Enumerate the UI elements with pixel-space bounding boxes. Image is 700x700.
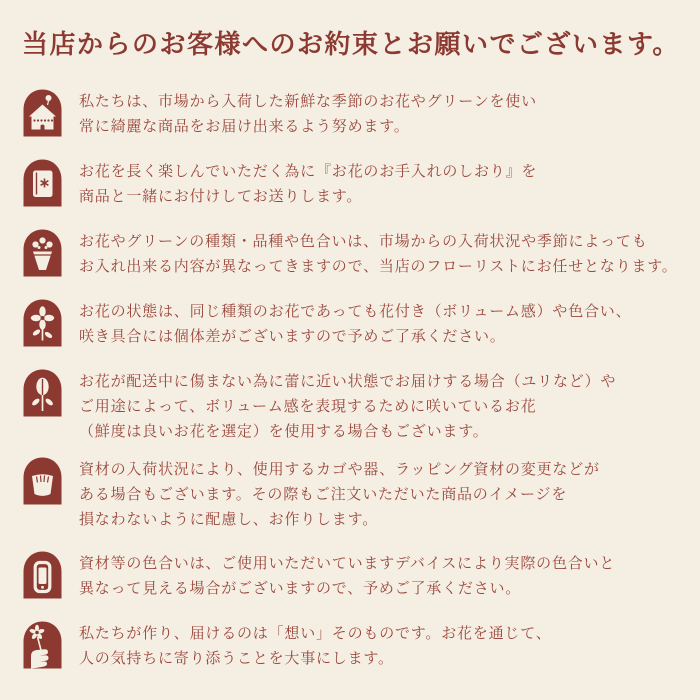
promise-line: （鮮度は良いお花を選定）を使用する場合もございます。 bbox=[79, 422, 489, 440]
promise-text bbox=[79, 457, 600, 532]
promise-line: 商品と一緒にお付けしてお送りします。 bbox=[79, 187, 363, 205]
basket-icon bbox=[22, 457, 63, 505]
promise-line: お花が配送中に傷まない為に蕾に近い状態でお届けする場合（ユリなど）や bbox=[79, 372, 617, 390]
promise-text bbox=[79, 369, 616, 444]
promise-text bbox=[79, 299, 631, 349]
promise-item-device-color bbox=[22, 551, 686, 601]
promise-item-material-change bbox=[22, 457, 686, 532]
promise-line: 損なわないように配慮し、お作りします。 bbox=[79, 510, 379, 528]
promise-line: ある場合もございます。その際もご注文いただいた商品のイメージを bbox=[79, 485, 568, 503]
promise-line: 咲き具合には個体差がございますので予めご了承ください。 bbox=[79, 327, 506, 345]
promise-line: お入れ出来る内容が異なってきますので、当店のフローリストにお任せとなります。 bbox=[79, 257, 678, 275]
promise-line: 資材等の色合いは、ご使用いただいていますデバイスにより実際の色合いと bbox=[79, 554, 616, 572]
promise-item-care-booklet bbox=[22, 159, 686, 209]
promise-item-our-feelings bbox=[22, 621, 686, 671]
promise-item-florist-choice bbox=[22, 229, 686, 279]
shop-house-icon bbox=[22, 89, 63, 137]
promise-text bbox=[79, 229, 678, 279]
flower-bud-icon bbox=[22, 369, 63, 417]
promise-text bbox=[79, 159, 537, 209]
promise-line: ご用途によって、ボリューム感を表現するために咲いているお花 bbox=[79, 397, 537, 415]
hand-flower-icon bbox=[22, 621, 63, 669]
promise-line: お花を長く楽しんでいただく為に『お花のお手入れのしおり』を bbox=[79, 162, 538, 180]
promise-text bbox=[79, 621, 552, 671]
promise-text bbox=[79, 551, 615, 601]
flower-icon bbox=[22, 299, 63, 347]
promise-line: お花の状態は、同じ種類のお花であっても花付き（ボリューム感）や色合い、 bbox=[79, 302, 632, 320]
promise-item-bud-condition bbox=[22, 369, 686, 444]
promise-line: 人の気持ちに寄り添うことを大事にします。 bbox=[79, 649, 394, 667]
care-booklet-icon bbox=[22, 159, 63, 207]
promise-item-individual-difference bbox=[22, 299, 686, 349]
promise-line: お花やグリーンの種類・品種や色合いは、市場からの入荷状況や季節によっても bbox=[79, 232, 648, 250]
page-title: 当店からのお客様へのお約束とお願いでございます。 bbox=[22, 30, 680, 60]
promise-line: 資材の入荷状況により、使用するカゴや器、ラッピング資材の変更などが bbox=[79, 460, 600, 478]
promise-line: 常に綺麗な商品をお届け出来るよう努めます。 bbox=[79, 117, 410, 135]
promise-line: 私たちは、市場から入荷した新鮮な季節のお花やグリーンを使い bbox=[79, 92, 537, 110]
promise-line: 異なって見える場合がございますので、予めご了承ください。 bbox=[79, 579, 522, 597]
promise-item-fresh-flowers bbox=[22, 89, 686, 139]
bouquet-icon bbox=[22, 229, 63, 277]
promise-line: 私たちが作り、届けるのは「想い」そのものです。お花を通じて、 bbox=[79, 624, 552, 642]
device-icon bbox=[22, 551, 63, 599]
promise-text bbox=[79, 89, 537, 139]
